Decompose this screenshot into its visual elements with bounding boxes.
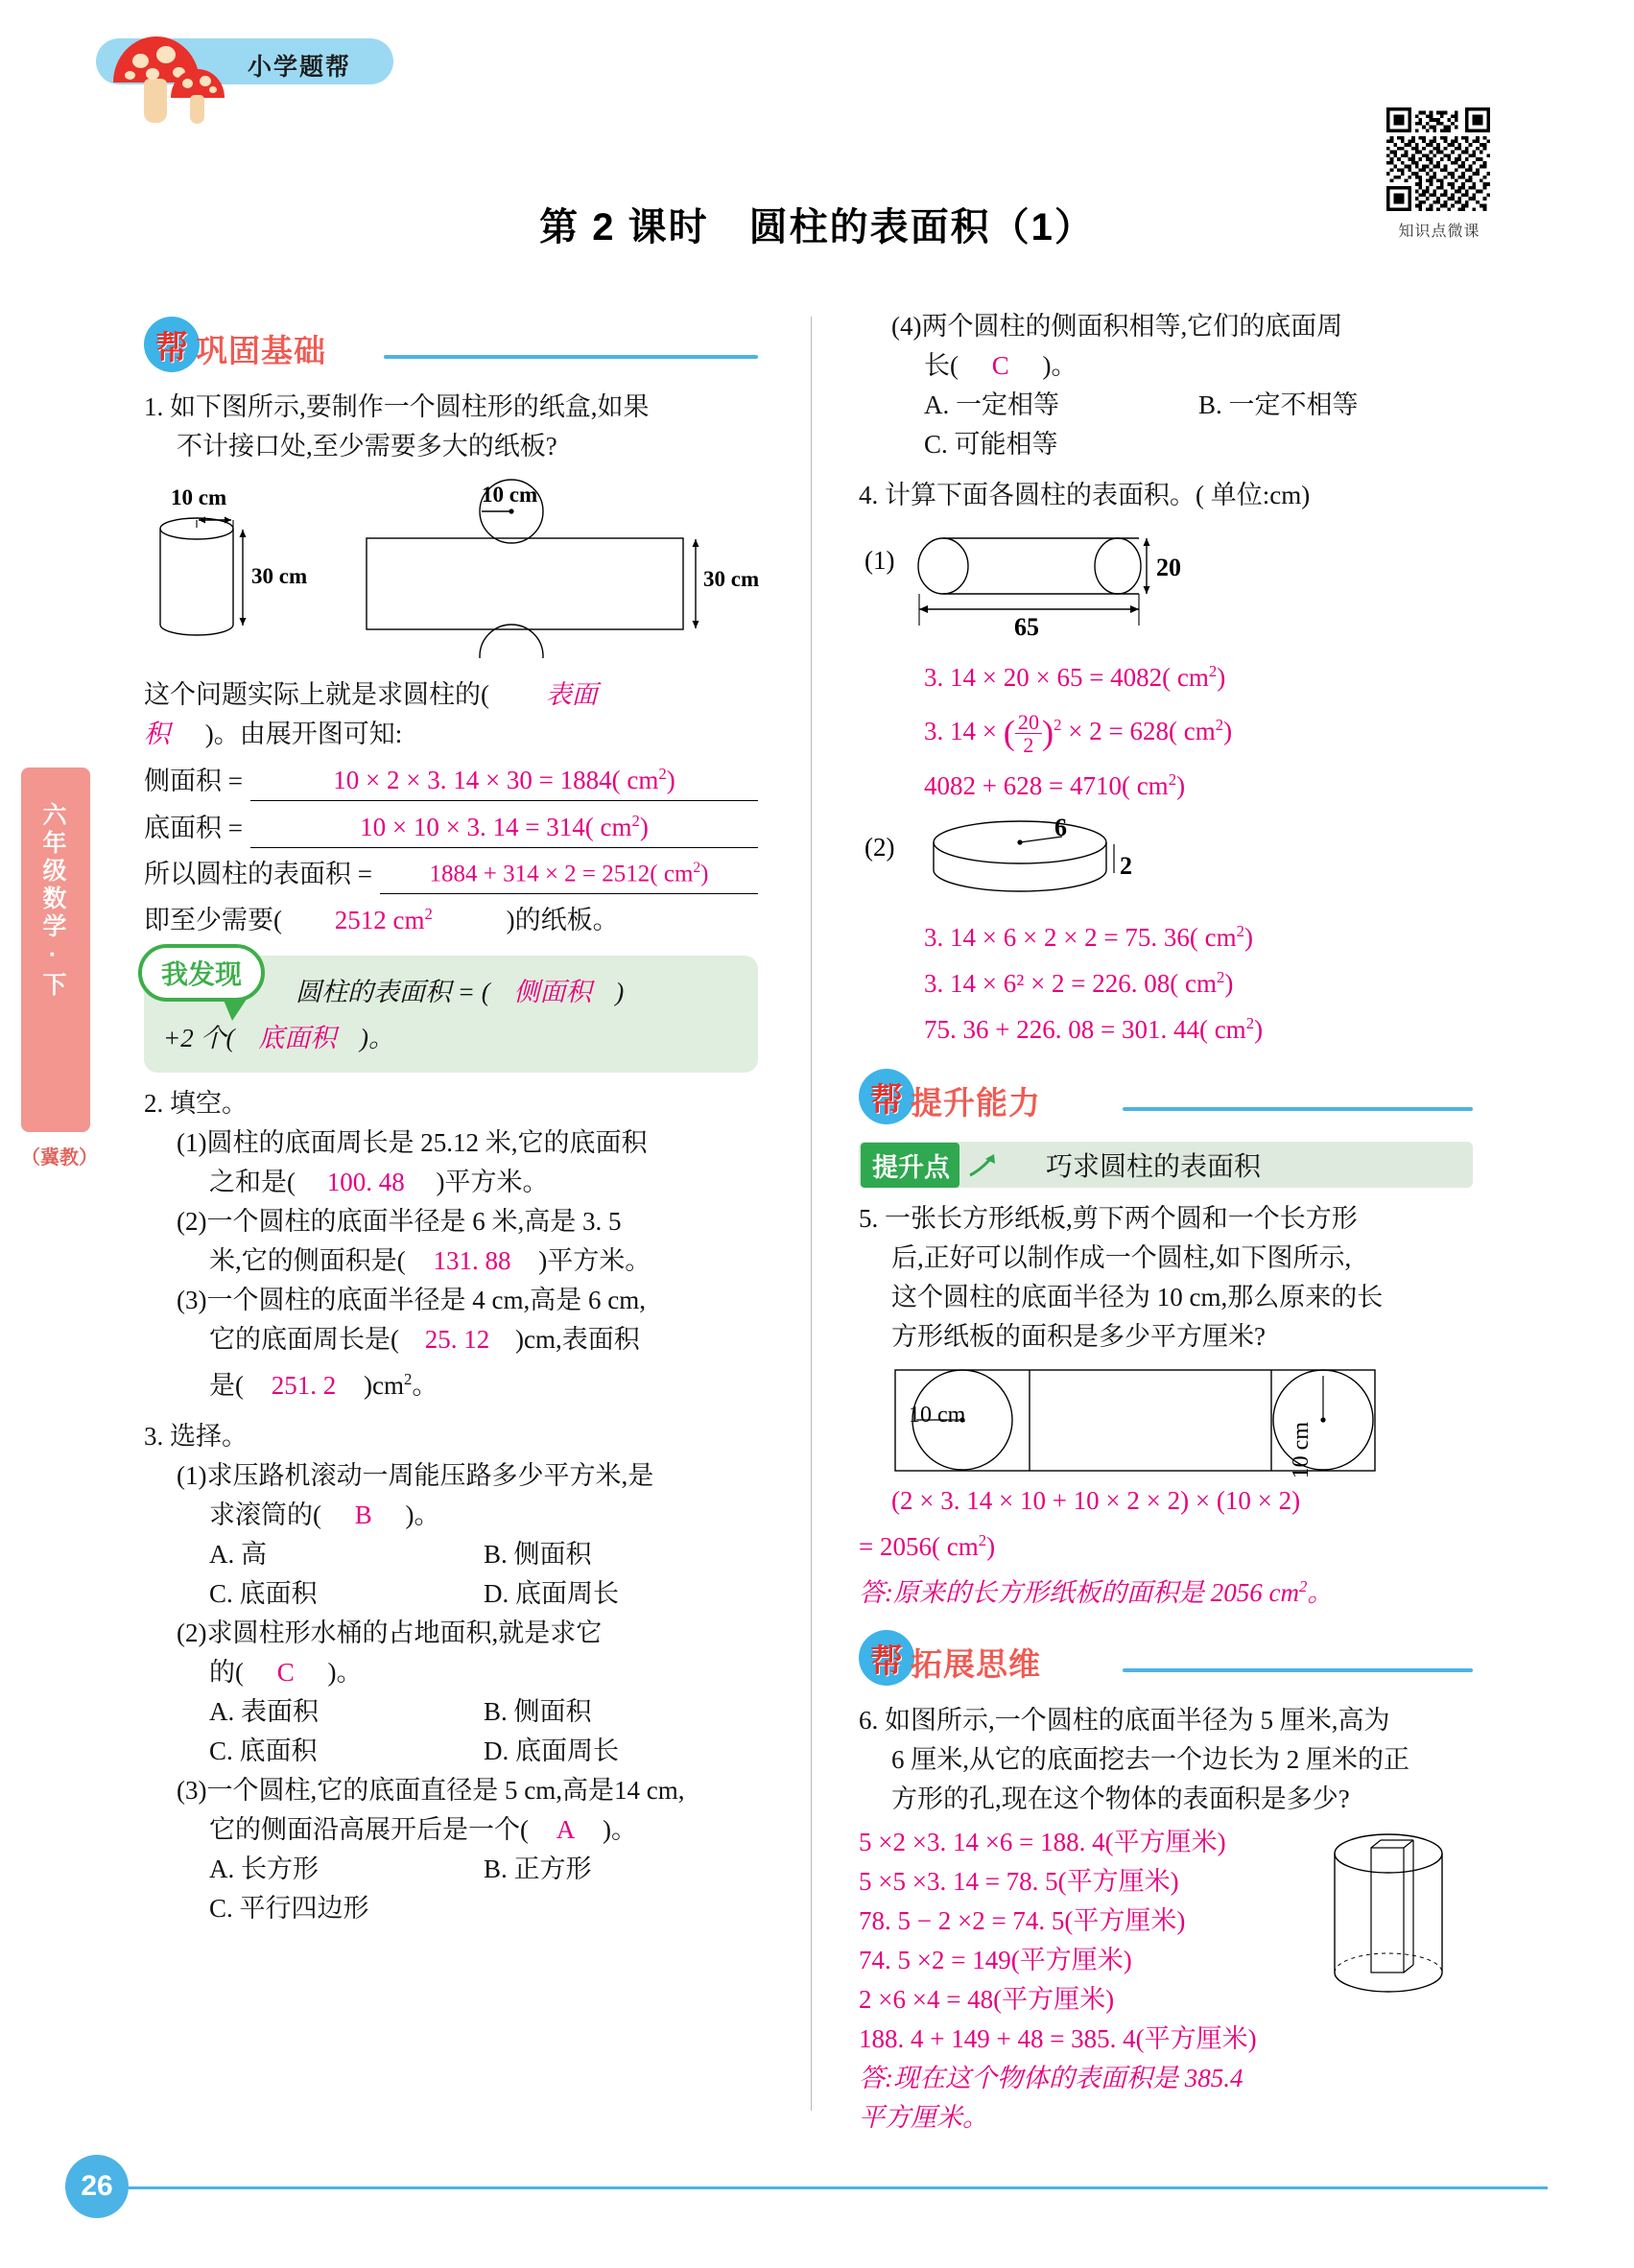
- q5-label-left: 10 cm: [909, 1403, 966, 1429]
- q1-row3-close: ): [700, 861, 709, 887]
- q3-3-option-a[interactable]: A. 长方形: [209, 1855, 319, 1884]
- q1-label-height: 30 cm: [251, 564, 308, 588]
- q4-s1-exp: 2: [1054, 716, 1062, 734]
- q6-step1: 5 ×2 ×3. 14 ×6 = 188. 4(平方厘米): [859, 1828, 1226, 1857]
- q5-answer-post: 。: [1307, 1578, 1334, 1608]
- q3-1-options-row2: [144, 1574, 758, 1614]
- q2-2-label: (2): [177, 1207, 207, 1237]
- q3-3-options-row2: [144, 1889, 758, 1928]
- q2-2-answer: 131. 88: [433, 1246, 511, 1276]
- q1-label-diameter: 10 cm: [171, 485, 227, 509]
- q1-sol-ans-b: 积: [144, 720, 170, 748]
- q3-1-label: (1): [177, 1461, 207, 1491]
- q6-diagram-svg: [1312, 1829, 1465, 2011]
- q5-answer-sup: 2: [1298, 1577, 1308, 1596]
- left-column: [144, 317, 758, 1928]
- q1-number: 1.: [144, 392, 164, 421]
- q34-line2-post: )。: [1042, 351, 1077, 380]
- q2-3-answer: 25. 12: [424, 1325, 490, 1355]
- column-divider: [811, 317, 812, 2111]
- q3-1-option-d[interactable]: D. 底面周长: [484, 1579, 619, 1609]
- q2-3-sup: 2: [403, 1370, 413, 1389]
- q3-2-label: (2): [177, 1618, 207, 1648]
- q3-2-options-row1: [144, 1692, 758, 1732]
- arrow-up-right-svg: [966, 1150, 999, 1179]
- q2-3-line2-pre: 它的底面周长是(: [209, 1325, 399, 1355]
- q3-3-line1: 一个圆柱,它的底面直径是 5 cm,高是14 cm,: [206, 1776, 685, 1806]
- q1-row4-ans: 2512 cm: [334, 906, 425, 935]
- q6-line1: 如图所示,一个圆柱的底面半径为 5 厘米,高为: [885, 1706, 1390, 1736]
- page-number: 26: [65, 2155, 129, 2218]
- question-1: [144, 388, 758, 466]
- q3-1-options-row1: [144, 1535, 758, 1574]
- section-badge-icon: 帮: [144, 317, 200, 372]
- q3-3-option-c[interactable]: C. 平行四边形: [209, 1894, 369, 1924]
- q1-row1-close: ): [666, 766, 675, 794]
- q4-title: 计算下面各圆柱的表面积。( 单位:cm): [885, 481, 1311, 509]
- q4-sub2-height-label: 2: [1120, 852, 1132, 881]
- discover-line2-pre: +2 个(: [163, 1024, 235, 1053]
- q3-3-line2-pre: 它的侧面沿高展开后是一个(: [209, 1815, 529, 1845]
- q6-line2: 6 厘米,从它的底面挖去一个边长为 2 厘米的正: [891, 1745, 1409, 1775]
- question-5: [859, 1199, 1473, 1357]
- section-header-improve: [859, 1069, 1473, 1128]
- question-3: [144, 1417, 758, 1928]
- section-title-3: 拓展思维: [911, 1646, 1041, 1683]
- q3-2-options-row2: [144, 1732, 758, 1771]
- question-3-item-4: [859, 307, 1473, 464]
- q1-row1-ans: 10 × 2 × 3. 14 × 30 = 1884( cm: [333, 766, 659, 794]
- discover-line1-ans: 侧面积: [513, 978, 592, 1007]
- q4-sub1-height-label: 20: [1156, 554, 1181, 581]
- q6-step5: 2 ×6 ×4 = 48(平方厘米): [859, 1985, 1115, 2015]
- q1-row2-label: 底面积 =: [144, 814, 243, 842]
- discover-box: [144, 956, 758, 1073]
- q3-1-line2-pre: 求滚筒的(: [209, 1500, 321, 1530]
- q1-row4-pre: 即至少需要(: [144, 906, 282, 935]
- q2-3-answer3: 251. 2: [271, 1371, 337, 1401]
- q1-row1-label: 侧面积 =: [144, 767, 243, 795]
- q4-s1-frac-num: 20: [1015, 711, 1042, 734]
- q2-1-label: (1): [177, 1128, 207, 1158]
- q3-2-option-d[interactable]: D. 底面周长: [484, 1736, 619, 1766]
- section-title: 巩固基础: [196, 333, 326, 368]
- q3-number: 3.: [144, 1422, 164, 1452]
- q4-s1-step2-pre: 3. 14 ×: [924, 717, 1004, 745]
- sidebar-edition-label: （冀教）: [21, 1147, 98, 1169]
- q5-step2: = 2056( cm: [859, 1532, 979, 1562]
- q2-1-answer: 100. 48: [326, 1168, 405, 1197]
- q3-2-option-a[interactable]: A. 表面积: [209, 1697, 319, 1727]
- q4-sub1-figure: [859, 525, 1473, 650]
- q34-options-row1: [859, 386, 1473, 425]
- section-header-expand: [859, 1630, 1473, 1689]
- q3-item-1: [144, 1456, 758, 1496]
- q4-s1-paren-close: ): [1042, 713, 1054, 752]
- q4-s1-frac-den: 2: [1023, 733, 1034, 758]
- q6-solution-block: [859, 1823, 1473, 2138]
- q34-label: (4): [891, 312, 922, 341]
- q1-label-rect-height: 30 cm: [703, 567, 760, 591]
- footer-rule: [65, 2186, 1548, 2189]
- q2-item-3: [144, 1281, 758, 1320]
- q6-line3: 方形的孔,现在这个物体的表面积是多少?: [891, 1784, 1350, 1814]
- q2-2-line2-pre: 米,它的侧面积是(: [209, 1246, 406, 1276]
- q2-1-line2-pre: 之和是(: [209, 1168, 296, 1197]
- tip-text: 巧求圆柱的表面积: [1046, 1152, 1262, 1183]
- sidebar-grade-tab: [21, 768, 90, 1132]
- q3-1-option-a[interactable]: A. 高: [209, 1540, 267, 1570]
- q2-2-line2-post: )平方米。: [538, 1246, 651, 1276]
- q5-step1: (2 × 3. 14 × 10 + 10 × 2 × 2) × (10 × 2): [891, 1486, 1301, 1516]
- q4-s2-step2-sup: 2: [1217, 968, 1225, 987]
- qr-code-block[interactable]: [1382, 107, 1497, 241]
- q5-answer-pre: 答:原来的长方形纸板的面积是 2056 cm: [859, 1578, 1299, 1608]
- q5-number: 5.: [859, 1204, 879, 1234]
- q1-row1-sup: 2: [658, 765, 667, 783]
- q4-s1-step3: 4082 + 628 = 4710( cm: [924, 771, 1169, 801]
- q3-3-line2-post: )。: [603, 1815, 637, 1845]
- q5-figure: [859, 1362, 1473, 1477]
- discover-line2-post: )。: [359, 1024, 394, 1053]
- discover-line1-pre: 圆柱的表面积 = (: [296, 978, 490, 1007]
- q3-3-options-row1: [144, 1850, 758, 1889]
- q4-number: 4.: [859, 481, 879, 509]
- q1-label-circle: 10 cm: [482, 483, 538, 507]
- right-column: [859, 312, 1473, 2138]
- q4-s1-step1-sup: 2: [1208, 662, 1218, 680]
- q4-sub2-diagram-svg: [859, 815, 1454, 911]
- q4-s2-step2: 3. 14 × 6² × 2 = 226. 08( cm: [924, 969, 1218, 999]
- tip-bar: [859, 1142, 1473, 1188]
- q2-3-line1: 一个圆柱的底面半径是 4 cm,高是 6 cm,: [206, 1286, 646, 1315]
- q3-2-answer: C: [276, 1658, 295, 1688]
- q4-sub2-solution: [859, 911, 1473, 1050]
- tip-tag: 提升点: [861, 1143, 959, 1188]
- discover-line2-ans: 底面积: [258, 1024, 337, 1053]
- q2-3-line2-post: )cm,表面积: [515, 1325, 640, 1355]
- q4-sub1-label: (1): [864, 546, 895, 575]
- q1-row4-post: )的纸板。: [506, 906, 619, 935]
- q6-step6: 188. 4 + 149 + 48 = 385. 4(平方厘米): [859, 2024, 1257, 2054]
- mushroom-small-icon: [171, 69, 225, 119]
- q4-sub2-label: (2): [864, 833, 895, 862]
- q1-row3-ans: 1884 + 314 × 2 = 2512( cm: [429, 861, 694, 887]
- q6-number: 6.: [859, 1706, 879, 1736]
- q2-3-period: 。: [412, 1371, 438, 1401]
- q3-2-line1: 求圆柱形水桶的占地面积,就是求它: [206, 1618, 603, 1648]
- q4-sub1-diagram-svg: [859, 525, 1454, 650]
- q1-sol-line1-pre: 这个问题实际上就是求圆柱的(: [144, 680, 489, 709]
- q4-sub2-figure: [859, 815, 1473, 911]
- q2-3-label: (3): [177, 1286, 207, 1315]
- q1-figure: [144, 476, 758, 658]
- q4-s1-paren-open: (: [1003, 713, 1015, 752]
- q4-sub2-radius-label: 6: [1054, 814, 1067, 842]
- q1-sol-line2-post: )。由展开图可知:: [204, 720, 403, 748]
- q3-title: 选择。: [170, 1422, 248, 1452]
- q5-step2-sup: 2: [978, 1531, 987, 1550]
- q4-sub1-solution: [859, 651, 1473, 806]
- page-title: 第 2 课时 圆柱的表面积（1）: [539, 206, 1095, 248]
- q4-s2-step3: 75. 36 + 226. 08 = 301. 44( cm: [924, 1015, 1246, 1045]
- q6-step3: 78. 5 − 2 ×2 = 74. 5(平方厘米): [859, 1906, 1186, 1936]
- section-header-consolidate: [144, 317, 758, 376]
- q6-answer: 答:现在这个物体的表面积是 385.4 平方厘米。: [859, 2064, 1243, 2133]
- q4-s2-step3-sup: 2: [1245, 1014, 1255, 1033]
- q34-option-a[interactable]: A. 一定相等: [924, 390, 1059, 419]
- arrow-up-right-icon: [961, 1146, 1004, 1184]
- q2-3-line3-post: )cm: [364, 1371, 404, 1401]
- q34-line2-pre: 长(: [924, 351, 959, 380]
- q4-s2-step1-close: ): [1244, 923, 1254, 953]
- q3-1-line2-post: )。: [405, 1500, 440, 1530]
- q2-2-line1: 一个圆柱的底面半径是 6 米,高是 3. 5: [206, 1207, 622, 1237]
- q2-item-2: [144, 1202, 758, 1241]
- q4-s1-step1-close: ): [1217, 663, 1226, 692]
- q3-item-2: [144, 1614, 758, 1653]
- q2-1-line1: 圆柱的底面周长是 25.12 米,它的底面积: [206, 1128, 648, 1158]
- q5-line2: 后,正好可以制作成一个圆柱,如下图所示,: [891, 1243, 1352, 1273]
- question-2: [144, 1084, 758, 1406]
- q2-title: 填空。: [170, 1089, 248, 1119]
- q2-number: 2.: [144, 1089, 164, 1119]
- question-6: [859, 1701, 1473, 1819]
- q1-row4-sup: 2: [424, 905, 433, 924]
- brand-label: 小学题帮: [248, 54, 352, 81]
- q2-1-line2-post: )平方米。: [436, 1168, 549, 1197]
- qr-caption: 知识点微课: [1398, 224, 1480, 240]
- qr-code-icon[interactable]: [1382, 107, 1495, 211]
- q3-1-option-c[interactable]: C. 底面积: [209, 1579, 318, 1609]
- q4-s1-step2-sup: 2: [1215, 716, 1224, 734]
- q34-line1: 两个圆柱的侧面积相等,它们的底面周: [921, 312, 1343, 341]
- q3-2-option-c[interactable]: C. 底面积: [209, 1736, 318, 1766]
- q5-line4: 方形纸板的面积是多少平方厘米?: [891, 1322, 1266, 1352]
- q34-option-c[interactable]: C. 可能相等: [924, 430, 1058, 459]
- q1-sol-ans-a: 表面: [545, 680, 598, 709]
- discover-badge: 我发现: [138, 944, 265, 1002]
- q34-answer: C: [991, 351, 1009, 380]
- q4-s1-step2-post: × 2 = 628( cm: [1061, 717, 1216, 745]
- q1-solution: [144, 675, 758, 940]
- q2-item-1: [144, 1123, 758, 1163]
- q5-solution: [859, 1481, 1473, 1613]
- q3-1-option-b[interactable]: B. 侧面积: [484, 1540, 592, 1570]
- q3-3-answer: A: [556, 1815, 576, 1845]
- q1-row2-sup: 2: [631, 812, 640, 830]
- q4-s2-step1: 3. 14 × 6 × 2 × 2 = 75. 36( cm: [924, 923, 1237, 953]
- q1-row3-label: 所以圆柱的表面积 =: [144, 860, 372, 889]
- q4-s2-step1-sup: 2: [1236, 922, 1245, 941]
- q3-2-line2-pre: 的(: [209, 1658, 244, 1688]
- discover-line1-post: ): [615, 978, 625, 1007]
- q5-label-right: 10 cm: [1289, 1422, 1314, 1479]
- q2-3-line3-pre: 是(: [209, 1371, 244, 1401]
- section-badge-icon-2: 帮: [859, 1069, 914, 1124]
- q4-s1-fraction: [1015, 711, 1042, 756]
- q6-step2: 5 ×5 ×3. 14 = 78. 5(平方厘米): [859, 1867, 1179, 1897]
- q4-s1-step3-sup: 2: [1168, 770, 1177, 790]
- q4-s1-step1: 3. 14 × 20 × 65 = 4082( cm: [924, 663, 1209, 692]
- section-rule-3: [1123, 1668, 1473, 1672]
- q1-line1: 如下图所示,要制作一个圆柱形的纸盒,如果: [170, 392, 650, 421]
- q5-step2-close: ): [986, 1532, 996, 1562]
- q4-s1-step3-close: ): [1176, 771, 1186, 801]
- q3-3-label: (3): [177, 1776, 207, 1806]
- q6-step4: 74. 5 ×2 = 149(平方厘米): [859, 1946, 1132, 1975]
- q1-row2-ans: 10 × 10 × 3. 14 = 314( cm: [360, 813, 632, 841]
- q1-row2-close: ): [639, 813, 649, 841]
- sidebar-grade-label: 六年级数学·下: [39, 802, 66, 1000]
- q3-3-option-b[interactable]: B. 正方形: [484, 1855, 592, 1884]
- q5-line1: 一张长方形纸板,剪下两个圆和一个长方形: [885, 1204, 1358, 1234]
- q1-line2: 不计接口处,至少需要多大的纸板?: [177, 432, 557, 461]
- section-title-2: 提升能力: [911, 1085, 1041, 1122]
- q1-row3-sup: 2: [693, 860, 701, 876]
- q4-s1-step2-close: ): [1223, 717, 1233, 745]
- q34-option-b[interactable]: B. 一定不相等: [1198, 390, 1359, 419]
- q3-2-option-b[interactable]: B. 侧面积: [484, 1697, 592, 1727]
- section-badge-icon-3: 帮: [859, 1630, 914, 1686]
- q3-2-line2-post: )。: [327, 1658, 363, 1688]
- q4-s2-step2-close: ): [1224, 969, 1234, 999]
- q3-1-line1: 求压路机滚动一周能压路多少平方米,是: [206, 1461, 654, 1491]
- question-4: [859, 476, 1473, 515]
- q3-item-3: [144, 1771, 758, 1810]
- section-rule: [384, 355, 758, 359]
- q3-1-answer: B: [354, 1500, 372, 1530]
- section-rule-2: [1123, 1107, 1473, 1111]
- q5-line3: 这个圆柱的底面半径为 10 cm,那么原来的长: [891, 1283, 1384, 1312]
- q4-sub1-length-label: 65: [1014, 613, 1039, 641]
- q1-diagram-svg: [144, 476, 739, 658]
- q4-s2-step3-close: ): [1254, 1015, 1264, 1045]
